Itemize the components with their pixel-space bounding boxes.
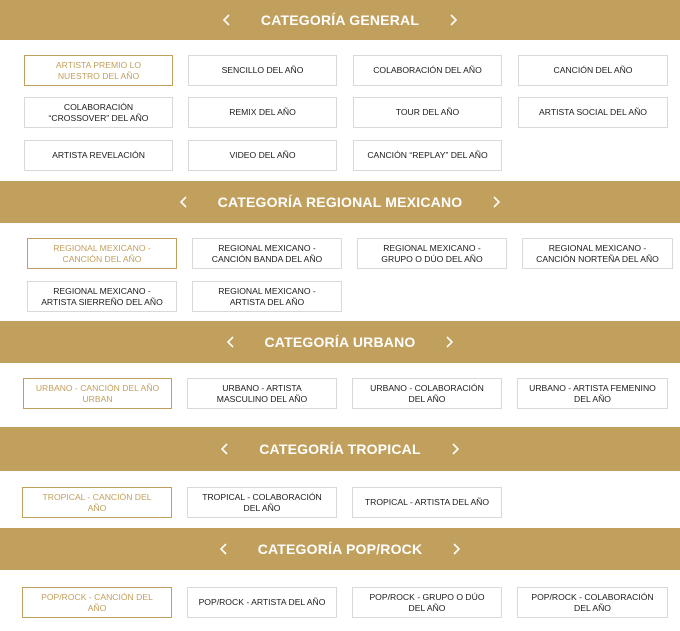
- section-title: CATEGORÍA GENERAL: [260, 12, 420, 28]
- category-button[interactable]: REGIONAL MEXICANO - CANCIÓN NORTEÑA DEL AÑO: [522, 238, 673, 269]
- category-button[interactable]: REGIONAL MEXICANO - CANCIÓN BANDA DEL AÑO: [192, 238, 342, 269]
- chevron-left-icon[interactable]: [223, 334, 239, 350]
- chevron-right-icon[interactable]: [441, 334, 457, 350]
- section-header-general: [0, 0, 680, 40]
- category-button[interactable]: TROPICAL - ARTISTA DEL AÑO: [352, 487, 502, 518]
- category-button[interactable]: POP/ROCK - CANCIÓN DEL AÑO: [22, 587, 172, 618]
- category-button[interactable]: VIDEO DEL AÑO: [188, 140, 337, 171]
- chevron-right-icon[interactable]: [447, 441, 463, 457]
- section-header-regional-mexicano: [0, 181, 680, 223]
- category-button[interactable]: ARTISTA PREMIO LO NUESTRO DEL AÑO: [24, 55, 173, 86]
- category-button[interactable]: TROPICAL - CANCIÓN DEL AÑO: [22, 487, 172, 518]
- category-button[interactable]: CANCIÓN DEL AÑO: [518, 55, 668, 86]
- section-title: CATEGORÍA URBANO: [264, 334, 416, 350]
- chevron-left-icon[interactable]: [219, 12, 235, 28]
- category-button[interactable]: TOUR DEL AÑO: [353, 97, 502, 128]
- category-button[interactable]: URBANO - COLABORACIÓN DEL AÑO: [352, 378, 502, 409]
- category-button[interactable]: SENCILLO DEL AÑO: [188, 55, 337, 86]
- category-button[interactable]: COLABORACIÓN “CROSSOVER” DEL AÑO: [24, 97, 173, 128]
- section-header-tropical: [0, 427, 680, 471]
- category-button[interactable]: URBANO - ARTISTA MASCULINO DEL AÑO: [187, 378, 337, 409]
- category-button[interactable]: URBANO - CANCIÓN DEL AÑO URBAN: [23, 378, 172, 409]
- category-button[interactable]: POP/ROCK - GRUPO O DÚO DEL AÑO: [352, 587, 502, 618]
- chevron-right-icon[interactable]: [445, 12, 461, 28]
- section-header-urbano: [0, 321, 680, 363]
- chevron-left-icon[interactable]: [176, 194, 192, 210]
- category-button[interactable]: ARTISTA REVELACIÓN: [24, 140, 173, 171]
- category-button[interactable]: CANCIÓN “REPLAY” DEL AÑO: [353, 140, 502, 171]
- chevron-left-icon[interactable]: [217, 441, 233, 457]
- category-button[interactable]: REGIONAL MEXICANO - ARTISTA SIERREÑO DEL AÑO: [27, 281, 177, 312]
- section-header-pop-rock: [0, 528, 680, 570]
- category-button[interactable]: POP/ROCK - COLABORACIÓN DEL AÑO: [517, 587, 668, 618]
- section-title: CATEGORÍA POP/ROCK: [257, 541, 423, 557]
- section-title: CATEGORÍA REGIONAL MEXICANO: [217, 194, 463, 210]
- category-button[interactable]: REGIONAL MEXICANO - CANCIÓN DEL AÑO: [27, 238, 177, 269]
- category-button[interactable]: REGIONAL MEXICANO - GRUPO O DÚO DEL AÑO: [357, 238, 507, 269]
- section-title: CATEGORÍA TROPICAL: [259, 441, 421, 457]
- chevron-left-icon[interactable]: [216, 541, 232, 557]
- category-button[interactable]: REGIONAL MEXICANO - ARTISTA DEL AÑO: [192, 281, 342, 312]
- category-button[interactable]: URBANO - ARTISTA FEMENINO DEL AÑO: [517, 378, 668, 409]
- category-button[interactable]: COLABORACIÓN DEL AÑO: [353, 55, 502, 86]
- category-button[interactable]: ARTISTA SOCIAL DEL AÑO: [518, 97, 668, 128]
- category-button[interactable]: REMIX DEL AÑO: [188, 97, 337, 128]
- chevron-right-icon[interactable]: [448, 541, 464, 557]
- category-button[interactable]: TROPICAL - COLABORACIÓN DEL AÑO: [187, 487, 337, 518]
- category-button[interactable]: POP/ROCK - ARTISTA DEL AÑO: [187, 587, 337, 618]
- chevron-right-icon[interactable]: [488, 194, 504, 210]
